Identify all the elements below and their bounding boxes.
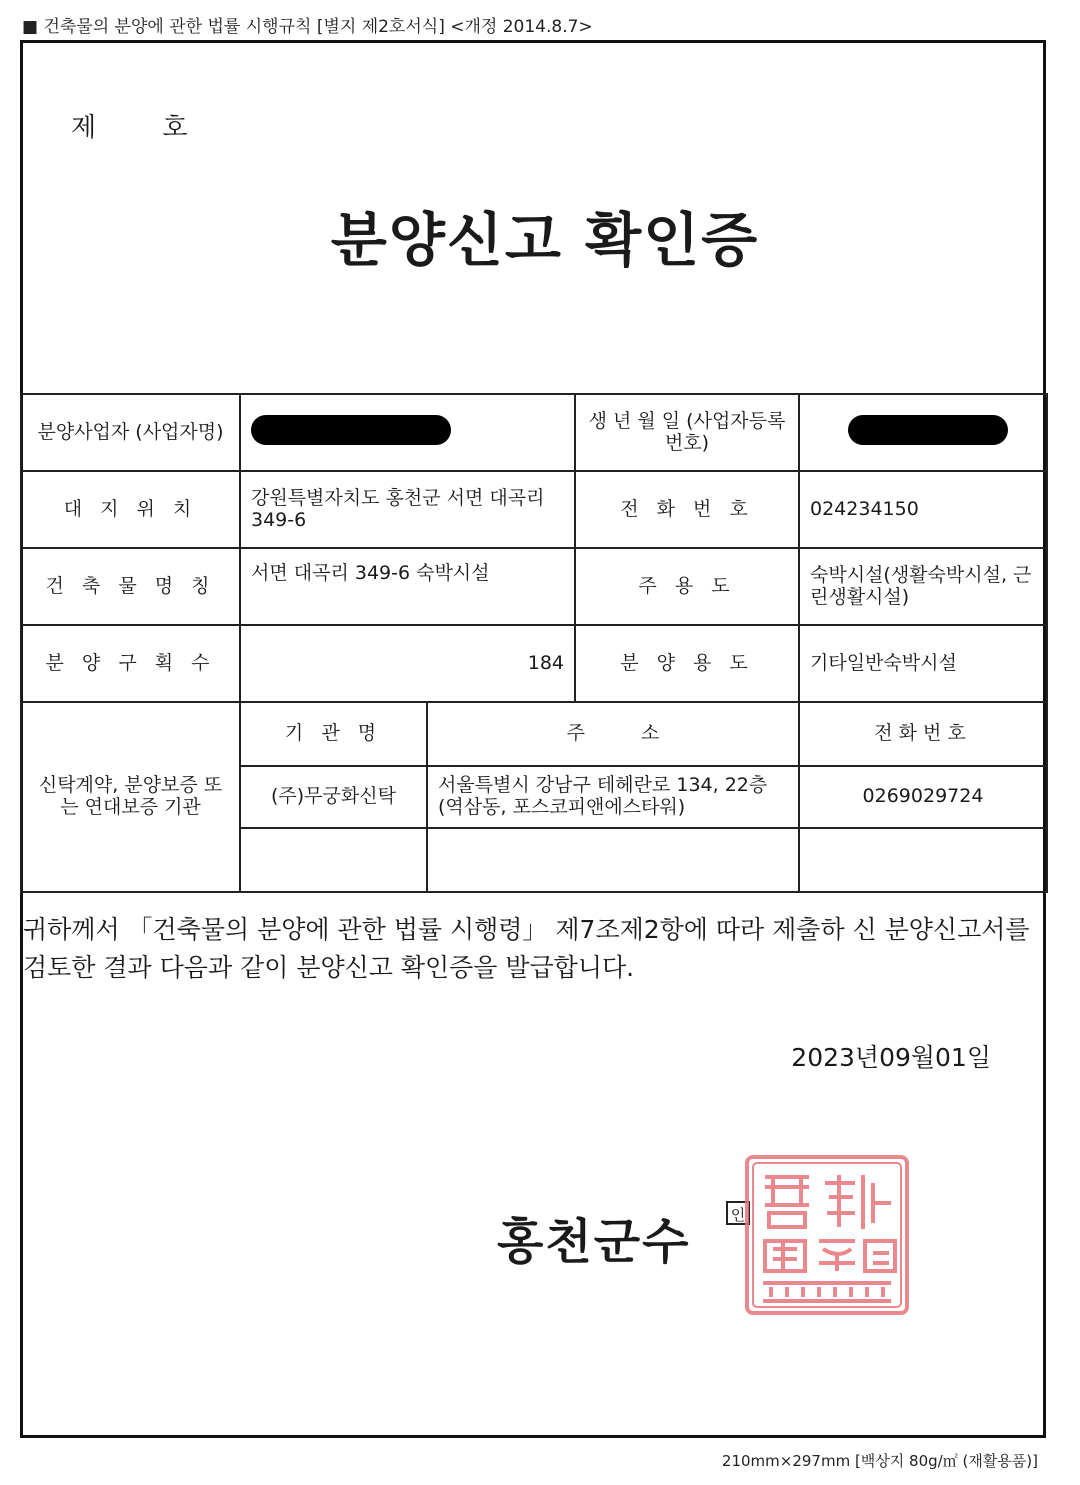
trust-org [240, 828, 427, 892]
issue-date: 2023년09월01일 [791, 1043, 991, 1072]
document-number: 제 호 [71, 113, 188, 143]
issuer-name: 홍천군수 [497, 1214, 691, 1270]
info-table [20, 393, 1048, 893]
table-row [21, 625, 1047, 702]
table-row [21, 394, 1047, 471]
trust-address [427, 828, 799, 892]
units-value: 184 [240, 625, 575, 702]
document-title: 분양신고 확인증 [330, 206, 760, 274]
main-use-value: 숙박시설(생활숙박시설, 근린생활시설) [799, 548, 1047, 625]
table-row [21, 471, 1047, 548]
developer-value [240, 394, 575, 471]
phone-label: 전 화 번 호 [575, 471, 799, 548]
site-value: 강원특별자치도 홍천군 서면 대곡리 349-6 [240, 471, 575, 548]
site-label: 대 지 위 치 [21, 471, 240, 548]
phone-column-header: 전화번호 [799, 702, 1047, 766]
trust-phone: 0269029724 [799, 766, 1047, 828]
trust-address: 서울특별시 강남구 테헤란로 134, 22층(역삼동, 포스코피앤에스타워) [427, 766, 799, 828]
main-use-label: 주 용 도 [575, 548, 799, 625]
birthdate-value [799, 394, 1047, 471]
table-row [21, 548, 1047, 625]
trust-org: (주)무궁화신탁 [240, 766, 427, 828]
table-row [21, 702, 1047, 766]
building-label: 건 축 물 명 칭 [21, 548, 240, 625]
trust-phone [799, 828, 1047, 892]
phone-value: 024234150 [799, 471, 1047, 548]
building-value: 서면 대곡리 349-6 숙박시설 [240, 548, 575, 625]
redaction-mark [848, 415, 1008, 445]
developer-label: 분양사업자 (사업자명) [21, 394, 240, 471]
form-header: ■ 건축물의 분양에 관한 법률 시행규칙 [별지 제2호서식] <개정 2014.8.7> [22, 17, 593, 37]
birthdate-label: 생 년 월 일 (사업자등록번호) [575, 394, 799, 471]
trust-label: 신탁계약, 분양보증 또는 연대보증 기관 [21, 702, 240, 892]
official-seal-icon [743, 1153, 911, 1317]
certificate-document [20, 40, 1046, 1438]
sale-use-value: 기타일반숙박시설 [799, 625, 1047, 702]
units-label: 분 양 구 획 수 [21, 625, 240, 702]
statement-text: 귀하께서 「건축물의 분양에 관한 법률 시행령」 제7조제2항에 따라 제출하 신 분양신고서를 검토한 결과 다음과 같이 분양신고 확인증을 발급합니다. [23, 915, 1030, 982]
org-column-header: 기 관 명 [240, 702, 427, 766]
seal-mark-box: 인 [726, 1201, 750, 1225]
redaction-mark [251, 415, 451, 445]
address-column-header: 주 소 [427, 702, 799, 766]
paper-spec-note: 210mm×297mm [백상지 80g/㎡ (재활용품)] [721, 1452, 1038, 1470]
sale-use-label: 분 양 용 도 [575, 625, 799, 702]
